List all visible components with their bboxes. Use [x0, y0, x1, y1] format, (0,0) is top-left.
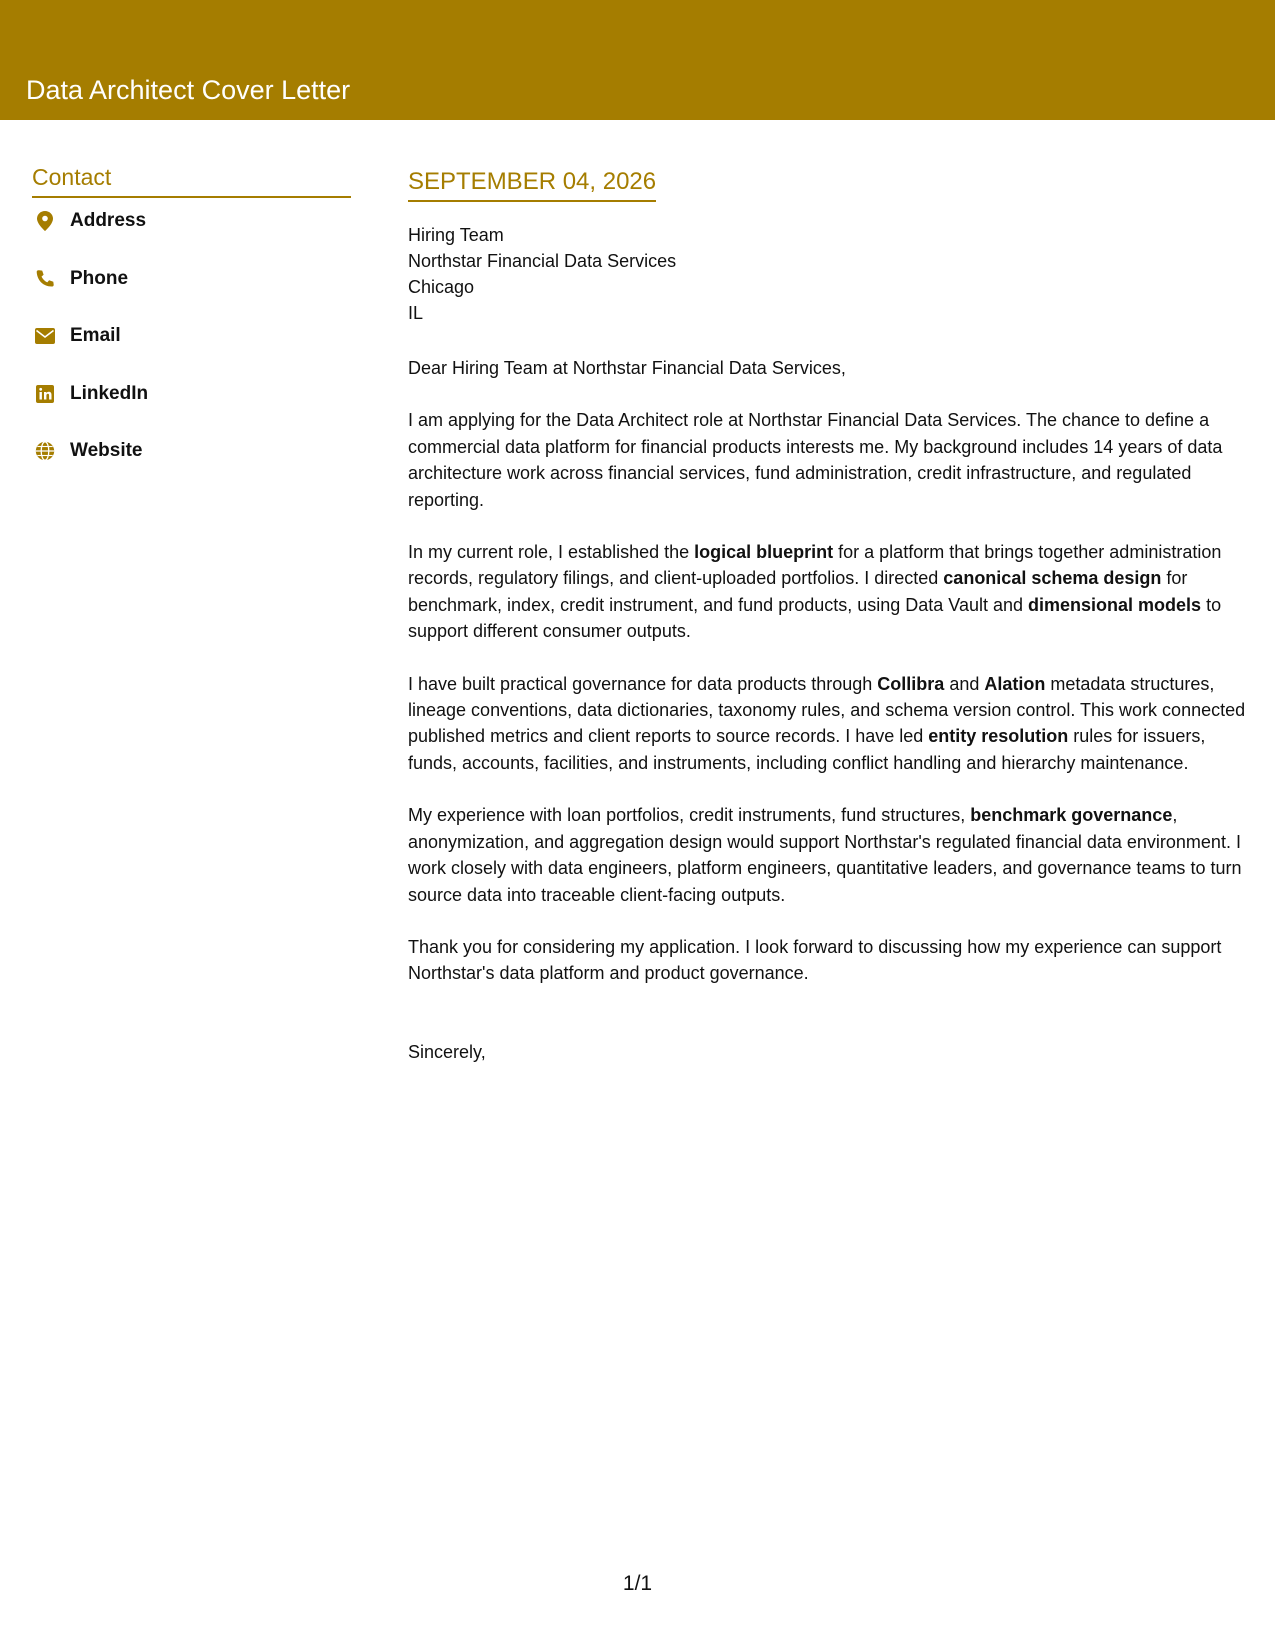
paragraph-text: and	[944, 673, 985, 694]
letter-paragraph	[408, 934, 1253, 987]
letter-content	[408, 355, 1253, 1065]
contact-item-address[interactable]	[32, 207, 147, 235]
contact-heading: Contact	[32, 162, 351, 198]
paragraph-text: I have built practical governance for data products through	[408, 673, 878, 694]
emphasized-term: Alation	[984, 673, 1046, 694]
paragraph-text: to support different consumer outputs.	[408, 594, 1222, 642]
recipient-block	[408, 222, 1253, 326]
emphasized-term: canonical schema design	[943, 568, 1162, 589]
emphasized-term: logical blueprint	[694, 542, 834, 563]
paragraph-text: I am applying for the Data Architect role at Northstar Financial Data Services. The chance to define a commercial data platform for financial products interests me. My background includes 14 years of data architecture work across financial services, fund administration, credit infrastructure, and regulated reporting.	[408, 410, 1223, 510]
emphasized-term: benchmark governance	[970, 805, 1173, 826]
contact-label-linkedin: LinkedIn	[70, 383, 149, 404]
recipient-line: Chicago	[408, 277, 475, 297]
letter-paragraph	[408, 671, 1253, 777]
contact-item-phone[interactable]	[32, 265, 129, 293]
letter-paragraph	[408, 407, 1253, 513]
recipient-line: IL	[408, 303, 424, 323]
emphasized-term: dimensional models	[1028, 594, 1202, 615]
header-bar	[0, 0, 1275, 120]
paragraph-text: metadata structures, lineage conventions, data dictionaries, taxonomy rules, and schema version control. This work connected published metrics and client reports to source records. I have led	[408, 673, 1246, 747]
contact-label-email: Email	[70, 325, 121, 346]
letter-body	[408, 166, 1253, 1065]
letter-paragraph	[408, 539, 1253, 645]
paragraph-text: In my current role, I established the	[408, 542, 695, 563]
paragraph-text: for a platform that brings together administration records, regulatory filings, and client-uploaded portfolios. I directed	[408, 542, 1222, 589]
contact-item-linkedin[interactable]	[32, 380, 149, 408]
paragraph-text: , anonymization, and aggregation design would support Northstar's regulated financial data environment. I work closely with data engineers, platform engineers, quantitative leaders, and governance teams to turn source data into traceable client-facing outputs.	[408, 805, 1242, 905]
contact-item-email[interactable]	[32, 322, 121, 350]
envelope-icon	[34, 325, 56, 347]
letter-date: SEPTEMBER 04, 2026	[408, 168, 657, 195]
letter-paragraph	[408, 802, 1253, 908]
paragraph-text: rules for issuers, funds, accounts, facilities, and instruments, including conflict handling and hierarchy maintenance.	[408, 726, 1206, 773]
paragraph-text: Thank you for considering my application. I look forward to discussing how my experience can support Northstar's data platform and product governance.	[408, 936, 1222, 984]
linkedin-icon	[34, 383, 56, 405]
phone-icon	[34, 268, 56, 290]
paragraph-text: for benchmark, index, credit instrument, and fund products, using Data Vault and	[408, 568, 1188, 615]
salutation: Dear Hiring Team at Northstar Financial Data Services,	[408, 358, 846, 378]
emphasized-term: entity resolution	[928, 726, 1069, 747]
contact-label-website: Website	[70, 440, 143, 461]
page-number: 1/1	[622, 1572, 653, 1595]
letter-paragraphs	[408, 407, 1253, 986]
closing: Sincerely,	[408, 1041, 486, 1062]
contact-item-website[interactable]	[32, 437, 143, 465]
recipient-line: Hiring Team	[408, 225, 504, 245]
map-pin-icon	[34, 210, 56, 232]
date-underline	[408, 166, 656, 202]
contact-label-address: Address	[70, 210, 147, 231]
document-title: Data Architect Cover Letter	[26, 75, 351, 105]
contact-sidebar	[32, 162, 351, 461]
recipient-line: Northstar Financial Data Services	[408, 251, 677, 271]
paragraph-text: My experience with loan portfolios, credit instruments, fund structures,	[408, 805, 971, 826]
contact-label-phone: Phone	[70, 268, 129, 289]
emphasized-term: Collibra	[877, 673, 945, 694]
globe-icon	[34, 440, 56, 462]
